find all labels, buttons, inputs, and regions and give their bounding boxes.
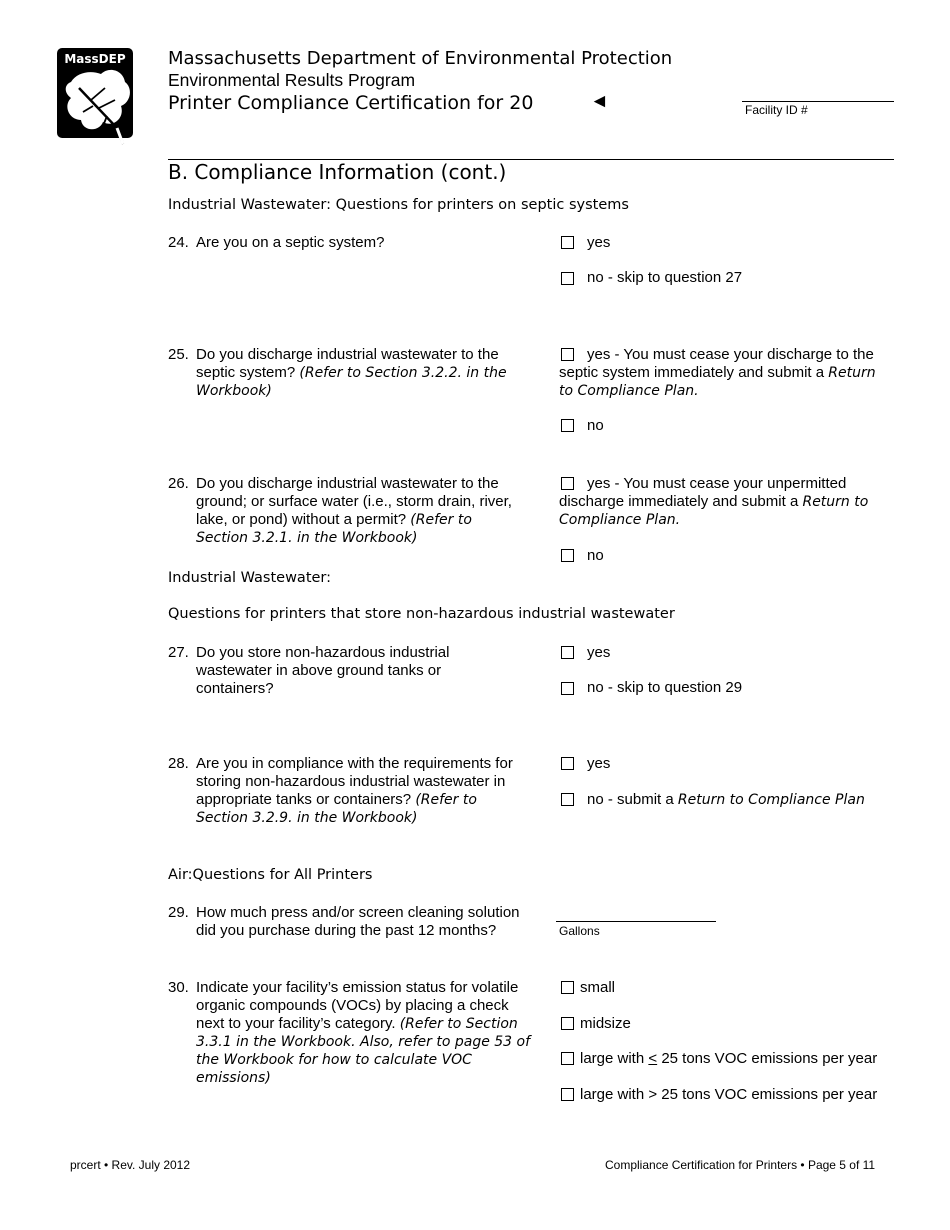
q26-yes-label: yes - You must cease your unpermitted discharge immediately and submit a Return to Compliance Plan. bbox=[559, 475, 869, 528]
gallons-input[interactable] bbox=[556, 904, 716, 921]
arrow-icon: ◄ bbox=[590, 91, 609, 112]
q30-small-checkbox[interactable] bbox=[561, 981, 574, 994]
q25-yes-label: yes - You must cease your discharge to the septic system immediately and submit a Return to Compliance Plan. bbox=[559, 346, 876, 399]
q28-yes-checkbox[interactable] bbox=[561, 757, 574, 770]
septic-subsection-heading: Industrial Wastewater: Questions for printers on septic systems bbox=[168, 197, 629, 213]
facility-id-line bbox=[742, 101, 894, 102]
gallons-input-line bbox=[556, 921, 716, 922]
q26-no-checkbox[interactable] bbox=[561, 549, 574, 562]
q24-yes-checkbox[interactable] bbox=[561, 236, 574, 249]
footer-left: prcert • Rev. July 2012 bbox=[70, 1158, 191, 1172]
massdep-logo bbox=[57, 48, 135, 148]
question-28: 28. Are you in compliance with the requirements for storing non-hazardous industrial wastewater in appropriate tanks or containers? (Refer to Section 3.2.9. in the Workbook) bbox=[168, 755, 513, 826]
q30-large-le25-checkbox[interactable] bbox=[561, 1052, 574, 1065]
q27-yes-label: yes bbox=[587, 644, 611, 661]
gallons-label: Gallons bbox=[559, 924, 600, 938]
question-25: 25. Do you discharge industrial wastewater to the septic system? (Refer to Section 3.2.2. in the Workbook) bbox=[168, 346, 507, 399]
air-subsection-heading: Air:Questions for All Printers bbox=[168, 867, 373, 883]
footer-right: Compliance Certification for Printers • Page 5 of 11 bbox=[605, 1158, 876, 1172]
q28-no-checkbox[interactable] bbox=[561, 793, 574, 806]
q28-no-label: no - submit a Return to Compliance Plan bbox=[587, 791, 865, 808]
q25-no-checkbox[interactable] bbox=[561, 419, 574, 432]
q24-no-checkbox[interactable] bbox=[561, 272, 574, 285]
q27-no-label: no - skip to question 29 bbox=[587, 679, 743, 696]
section-title: B. Compliance Information (cont.) bbox=[168, 160, 507, 184]
question-26: 26. Do you discharge industrial wastewater to the ground; or surface water (i.e., storm drain, river, lake, or pond) without a permit? (Refer to Section 3.2.1. in the Workbook) bbox=[168, 475, 512, 546]
nonhaz-subsection-heading: Industrial Wastewater: bbox=[168, 570, 332, 586]
q25-no-label: no bbox=[587, 417, 604, 434]
agency-name: Massachusetts Department of Environmental Protection bbox=[168, 48, 673, 69]
q24-yes-label: yes bbox=[587, 234, 611, 251]
q28-yes-label: yes bbox=[587, 755, 611, 772]
q30-midsize-checkbox[interactable] bbox=[561, 1017, 574, 1030]
q24-no-label: no - skip to question 27 bbox=[587, 269, 743, 286]
q30-large-le25-label: large with < 25 tons VOC emissions per year bbox=[580, 1050, 878, 1067]
q30-small-label: small bbox=[580, 979, 616, 996]
facility-id-label: Facility ID # bbox=[745, 103, 808, 117]
program-name: Environmental Results Program bbox=[168, 70, 416, 90]
q26-no-label: no bbox=[587, 547, 604, 564]
question-27: 27. Do you store non-hazardous industrial wastewater in above ground tanks or containers? bbox=[168, 644, 450, 697]
form-title: Printer Compliance Certification for 20 bbox=[168, 92, 534, 114]
q27-yes-checkbox[interactable] bbox=[561, 646, 574, 659]
question-30: 30. Indicate your facility’s emission status for volatile organic compounds (VOCs) by placing a check next to your facility’s category. (Refer to Section 3.3.1 in the Workbook. Also, refer to page 53 of the Workbook for how to calculate VOC emissions) bbox=[168, 979, 531, 1086]
q30-large-gt25-checkbox[interactable] bbox=[561, 1088, 574, 1101]
question-29: 29. How much press and/or screen cleaning solution did you purchase during the past 12 months? bbox=[168, 904, 520, 939]
facility-id-input[interactable] bbox=[742, 86, 894, 101]
logo-text: MassDEP bbox=[64, 52, 126, 66]
q30-midsize-label: midsize bbox=[580, 1015, 631, 1032]
nonhaz-subsection-subheading: Questions for printers that store non-hazardous industrial wastewater bbox=[168, 606, 675, 622]
question-24: 24. Are you on a septic system? bbox=[168, 234, 385, 251]
q27-no-checkbox[interactable] bbox=[561, 682, 574, 695]
q30-large-gt25-label: large with > 25 tons VOC emissions per year bbox=[580, 1086, 878, 1103]
